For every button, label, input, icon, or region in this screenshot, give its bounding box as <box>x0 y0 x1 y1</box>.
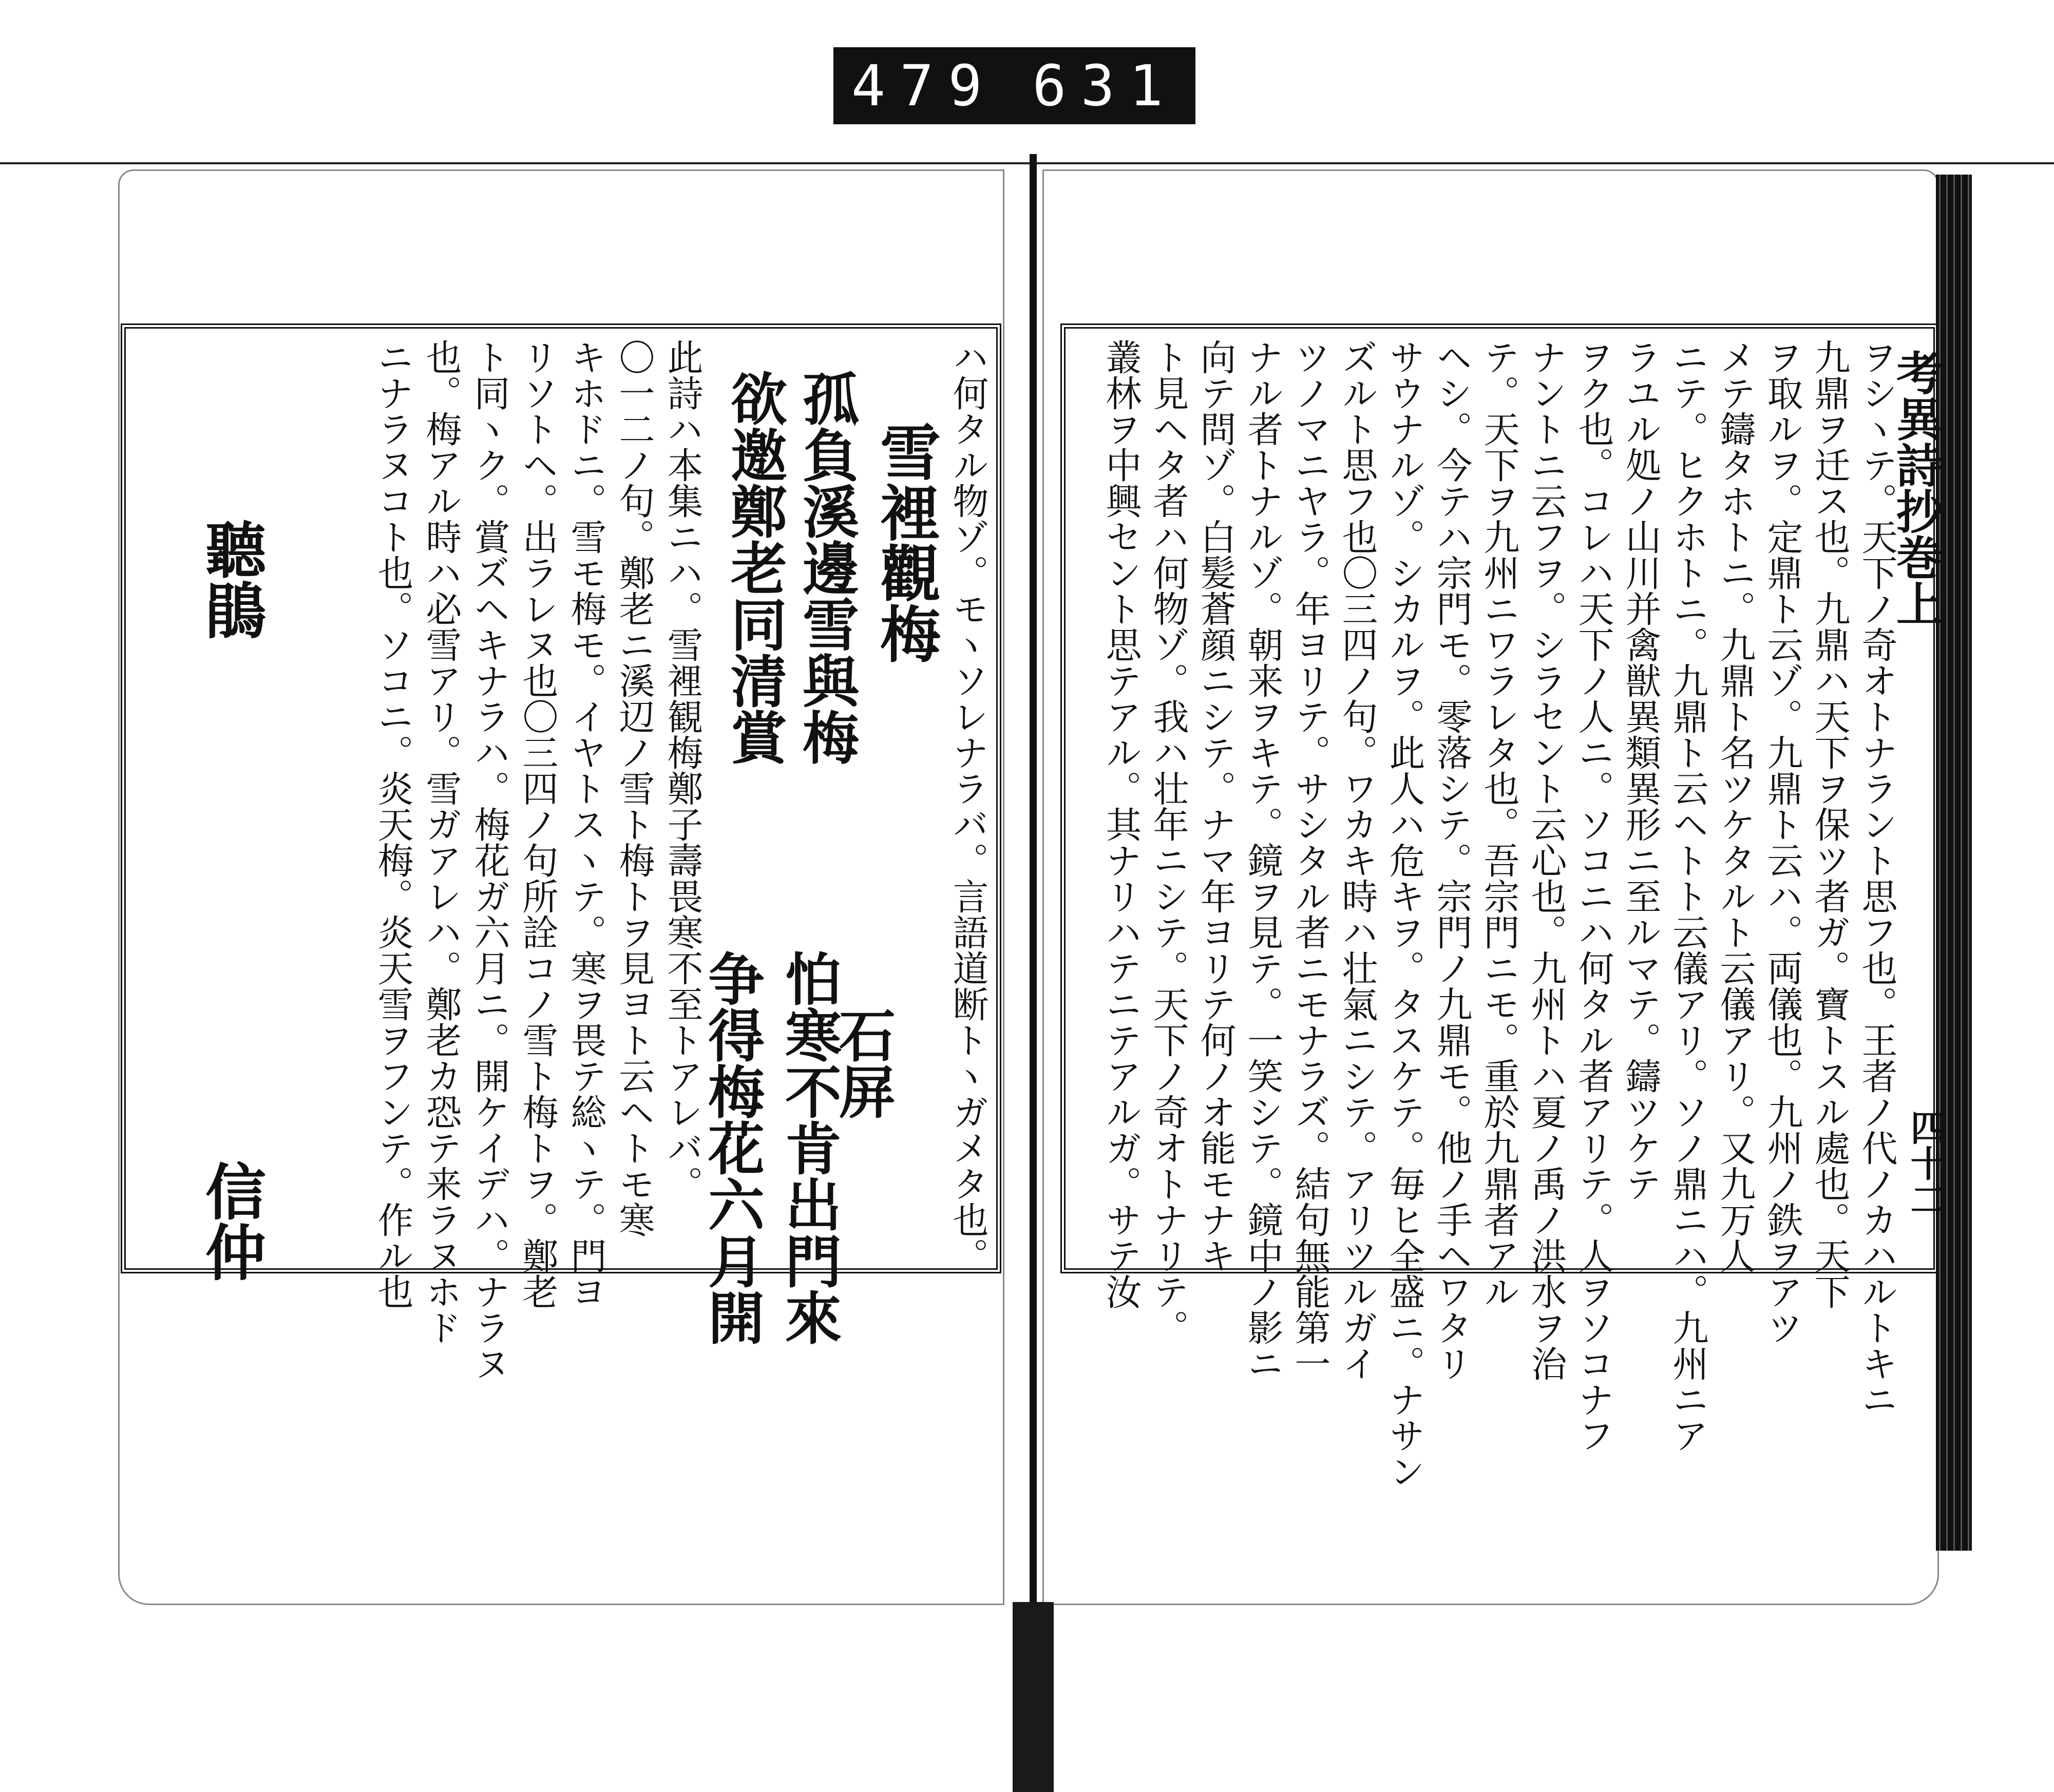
commentary-line: 此詩ハ本集ニハ。雪裡観梅鄭子壽畏寒不至トアレバ。 <box>661 339 703 1202</box>
right-line: メテ鑄タホトニ。九鼎ト名ツケタルト云儀アリ。又九万人 <box>1714 339 1756 1273</box>
commentary-line: ト同ヽク。賞ズヘキナラハ。梅花ガ六月ニ。開ケイデハ。ナラヌ <box>468 339 510 1381</box>
next-poem-title: 聽鵑 <box>195 519 267 640</box>
commentary-line: ニナラヌコト也。ソコニ。炎天梅。炎天雪ヲフンテ。作ル也 <box>372 339 414 1309</box>
right-line: ナル者トナルゾ。朝来ヲキテ。鏡ヲ見テ。一笑シテ。鏡中ノ影ニ <box>1242 339 1284 1381</box>
spine-shadow <box>1013 1602 1054 1792</box>
right-line: ツノマニヤラ。年ヨリテ。サシタル者ニモナラズ。結句無能第一 <box>1289 339 1331 1381</box>
right-line: ラユル処ノ山川并禽獣異類異形ニ至ルマテ。鑄ツケテ <box>1620 339 1662 1202</box>
right-line: テ。天下ヲ九州ニワラレタ也。吾宗門ニモ。重於九鼎者アル <box>1478 339 1520 1309</box>
right-line: ヲク也。コレハ天下ノ人ニ。ソコニハ何タル者アリテ。人ヲソコナフ <box>1572 339 1614 1453</box>
commentary-line: 也。梅アル時ハ必雪アリ。雪ガアレハ。鄭老カ恐テ来ラヌホド <box>420 339 462 1345</box>
scan-rule <box>0 162 2054 164</box>
right-line: ズルト思フ也〇三四ノ句。ワカキ時ハ壮氣ニシテ。アリツルガイ <box>1336 339 1378 1381</box>
poem-author: 石屏 <box>830 1006 896 1119</box>
folio-number: 四十二 <box>1905 1109 1947 1217</box>
poem-title: 雪裡觀梅 <box>870 421 941 663</box>
label-right-number: 631 <box>1032 53 1178 119</box>
right-text-block <box>1073 339 1898 1489</box>
right-line: ヲシヽテ。天下ノ奇オトナラント思フ也。王者ノ代ノカハルトキニ <box>1856 339 1898 1417</box>
poem-verse: 怕寒不肯出門來 <box>776 950 842 1345</box>
right-line: ヘシ。今テハ宗門モ。零落シテ。宗門ノ九鼎モ。他ノ手ヘワタリ <box>1431 339 1473 1381</box>
commentary-line: リソトヘ。出ラレヌ也〇三四ノ句所詮コノ雪ト梅トヲ。鄭老 <box>517 339 559 1309</box>
right-page-header: 考異詩抄巻上 <box>1888 349 1943 626</box>
book-spine <box>1030 154 1037 1792</box>
poem-verse: 欲邀鄭老同清賞 <box>721 370 788 765</box>
right-line: 叢林ヲ中興セント思テアル。其ナリハテニテアルガ。サテ汝 <box>1100 339 1142 1309</box>
right-line: ニテ。ヒクホトニ。九鼎ト云ヘトト云儀アリ。ソノ鼎ニハ。九州ニア <box>1667 339 1709 1453</box>
commentary-line: キホドニ。雪モ梅モ。イヤトスヽテ。寒ヲ畏テ総ヽテ。門ヨ <box>565 339 607 1309</box>
right-line: ヲ取ルヲ。定鼎ト云ゾ。九鼎ト云ハ。両儀也。九州ノ鉄ヲアツ <box>1761 339 1803 1345</box>
commentary-line: 〇一二ノ句。鄭老ニ溪辺ノ雪ト梅トヲ見ヨト云ヘトモ寒 <box>613 339 655 1237</box>
poem-verse: 争得梅花六月開 <box>699 950 765 1345</box>
lower-verse-block <box>652 950 842 1438</box>
poem-verse: 孤負溪邊雪與梅 <box>793 370 860 765</box>
label-left-number: 479 <box>851 53 997 119</box>
archive-label <box>833 47 1195 124</box>
right-line: 向テ問ゾ。白髪蒼顔ニシテ。ナマ年ヨリテ何ノオ能モナキ <box>1194 339 1237 1273</box>
right-line: ト見ヘタ者ハ何物ゾ。我ハ壮年ニシテ。天下ノ奇オトナリテ。 <box>1147 339 1189 1345</box>
right-line: ナントニ云フヲ。シラセント云心也。九州トハ夏ノ禹ノ洪水ヲ治 <box>1525 339 1567 1381</box>
next-poem-author: 信仲 <box>195 1160 267 1282</box>
right-line: 九鼎ヲ迁ス也。九鼎ハ天下ヲ保ツ者ガ。寶トスル處也。天下 <box>1809 339 1851 1309</box>
commentary-top-line: ハ何タル物ゾ。モヽソレナラバ。言語道断トヽガメタ也。 <box>947 339 989 1273</box>
right-line: サウナルゾ。シカルヲ。此人ハ危キヲ。タスケテ。毎ヒ全盛ニ。ナサン <box>1383 339 1425 1489</box>
